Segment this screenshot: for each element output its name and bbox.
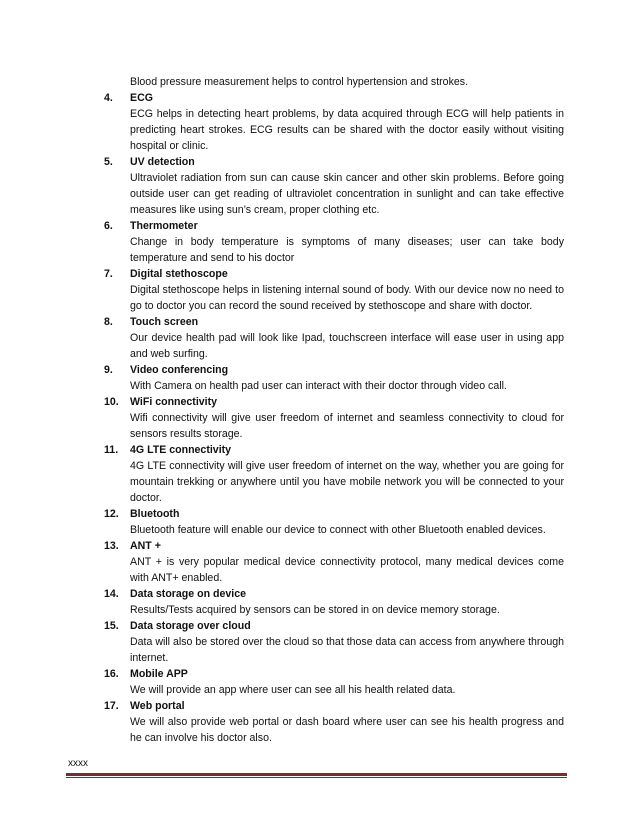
item-title: ANT + — [130, 540, 161, 552]
item-number: 9. — [104, 364, 113, 376]
item-title: Touch screen — [130, 316, 199, 328]
item-description: With Camera on health pad user can interact with their doctor through video call. — [130, 380, 507, 392]
item-description: Our device health pad will look like Ipad, touchscreen interface will ease user in using app and web surfing. — [130, 332, 564, 360]
item-description: Wifi connectivity will give user freedom of internet and seamless connectivity to cloud for sensors results storage. — [130, 412, 564, 440]
item-description: We will also provide web portal or dash board where user can see his health progress and he can involve his doctor also. — [130, 716, 564, 744]
item-number: 10. — [104, 396, 119, 408]
items-container — [104, 90, 564, 746]
list-item — [104, 394, 564, 442]
list-item — [104, 506, 564, 538]
list-item — [104, 666, 564, 698]
item-number: 12. — [104, 508, 119, 520]
item-description: 4G LTE connectivity will give user freedom of internet on the way, whether you are going for mountain trekking or anywhere until you have mobile network you will be connected to your doctor. — [130, 460, 564, 504]
list-item — [104, 314, 564, 362]
list-item — [104, 90, 564, 154]
footer-rule-thin — [66, 777, 567, 778]
item-number: 8. — [104, 316, 113, 328]
item-title: Data storage on device — [130, 588, 246, 600]
list-item — [104, 154, 564, 218]
item-number: 7. — [104, 268, 113, 280]
item-description: Ultraviolet radiation from sun can cause skin cancer and other skin problems. Before going outside user can get reading of ultraviolet concentration in sunlight and can take effective measures like using sun’s cream, proper clothing etc. — [130, 172, 564, 216]
item-title: Mobile APP — [130, 668, 188, 680]
item-title: UV detection — [130, 156, 195, 168]
item-title: ECG — [130, 92, 153, 104]
list-item — [104, 442, 564, 506]
list-item — [104, 362, 564, 394]
item-title: Web portal — [130, 700, 185, 712]
footer-rule-thick — [66, 773, 567, 776]
item-title: WiFi connectivity — [130, 396, 218, 408]
item-number: 16. — [104, 668, 119, 680]
item-title: Bluetooth — [130, 508, 180, 520]
item-number: 11. — [104, 444, 119, 456]
item-number: 5. — [104, 156, 113, 168]
item-title: 4G LTE connectivity — [130, 444, 232, 456]
list-item — [104, 618, 564, 666]
item-title: Data storage over cloud — [130, 620, 251, 632]
intro-text: Blood pressure measurement helps to control hypertension and strokes. — [130, 76, 469, 88]
item-number: 4. — [104, 92, 113, 104]
item-description: Change in body temperature is symptoms of many diseases; user can take body temperature and send to his doctor — [130, 236, 564, 264]
item-description: ECG helps in detecting heart problems, by data acquired through ECG will help patients in predicting heart strokes. ECG results can be shared with the doctor easily without visiting hospital or clinic. — [130, 108, 564, 152]
item-description: Results/Tests acquired by sensors can be stored in on device memory storage. — [130, 604, 500, 616]
item-number: 15. — [104, 620, 119, 632]
list-item — [104, 586, 564, 618]
footer-text: xxxx — [68, 758, 88, 769]
item-title: Digital stethoscope — [130, 268, 228, 280]
feature-list — [104, 74, 564, 746]
item-description: Bluetooth feature will enable our device to connect with other Bluetooth enabled devices. — [130, 524, 546, 536]
item-number: 13. — [104, 540, 119, 552]
item-number: 6. — [104, 220, 113, 232]
list-item — [104, 698, 564, 746]
item-number: 14. — [104, 588, 119, 600]
item-number: 17. — [104, 700, 119, 712]
list-item — [104, 266, 564, 314]
item-description: Data will also be stored over the cloud so that those data can access from anywhere through internet. — [130, 636, 564, 664]
item-title: Video conferencing — [130, 364, 229, 376]
item-description: Digital stethoscope helps in listening internal sound of body. With our device now no need to go to doctor you can record the sound received by stethoscope and share with doctor. — [130, 284, 564, 312]
list-item — [104, 218, 564, 266]
item-title: Thermometer — [130, 220, 198, 232]
list-item — [104, 538, 564, 586]
item-description: We will provide an app where user can see all his health related data. — [130, 684, 456, 696]
item-description: ANT + is very popular medical device connectivity protocol, many medical devices come with ANT+ enabled. — [130, 556, 564, 584]
